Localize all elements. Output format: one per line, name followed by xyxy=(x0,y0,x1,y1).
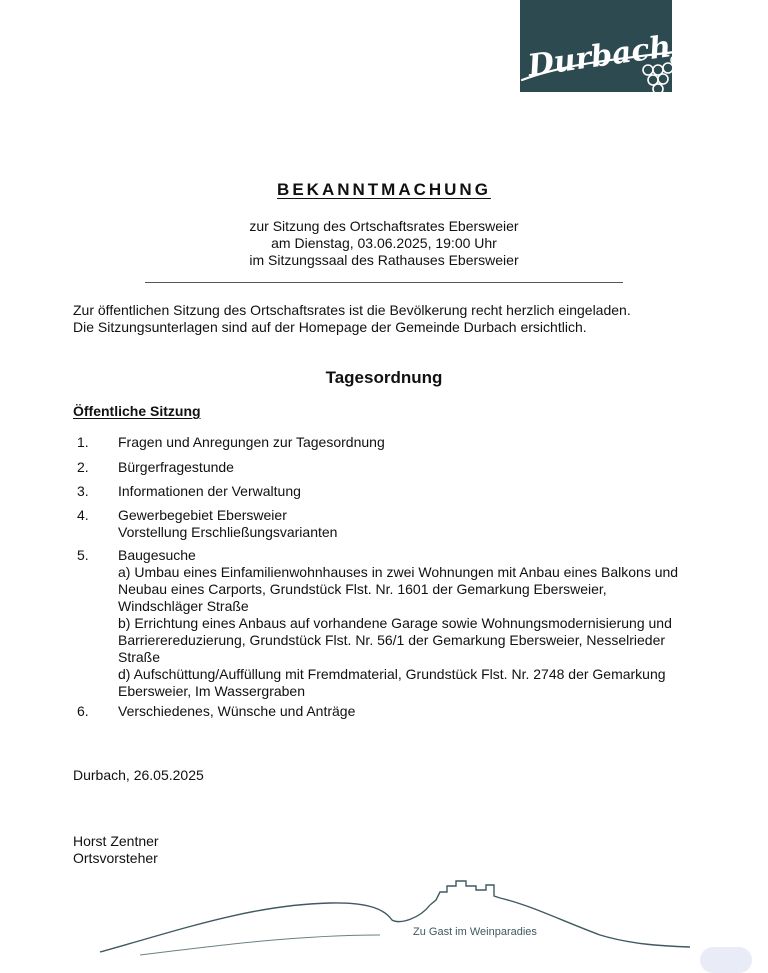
floating-action-button[interactable] xyxy=(700,947,752,973)
intro-line: Die Sitzungsunterlagen sind auf der Homepage der Gemeinde Durbach ersichtlich. xyxy=(73,319,587,335)
agenda-item-line: Fragen und Anregungen zur Tagesordnung xyxy=(118,434,385,450)
meeting-line: zur Sitzung des Ortschaftsrates Ebersweier xyxy=(249,218,519,234)
horizontal-divider xyxy=(145,282,623,283)
agenda-item-number: 1. xyxy=(77,434,89,450)
hill-line xyxy=(500,898,690,947)
signer-name: Horst Zentner xyxy=(73,833,159,849)
intro-text xyxy=(73,302,631,336)
agenda-item-number: 6. xyxy=(77,703,89,719)
agenda-item-number: 2. xyxy=(77,459,89,475)
agenda-item-line: a) Umbau eines Einfamilienwohnhauses in zwei Wohnungen mit Anbau eines Balkons und xyxy=(118,564,679,580)
document-title: BEKANNTMACHUNG xyxy=(277,180,491,199)
agenda-item-text xyxy=(118,459,234,476)
agenda-item-line: Ebersweier, Im Wassergraben xyxy=(118,683,305,699)
durbach-logo xyxy=(500,0,700,112)
agenda-item-number: 3. xyxy=(77,483,89,499)
agenda-item-line: Windschläger Straße xyxy=(118,598,249,614)
agenda-item-line: Gewerbegebiet Ebersweier xyxy=(118,507,287,523)
hill-line xyxy=(100,903,430,952)
agenda-item-text xyxy=(118,434,385,451)
agenda-item-number: 5. xyxy=(77,547,89,563)
footer-landscape-graphic xyxy=(0,860,768,960)
footer-slogan: Zu Gast im Weinparadies xyxy=(413,926,537,938)
hill-line xyxy=(140,935,380,955)
agenda-item-line: Vorstellung Erschließungsvarianten xyxy=(118,524,338,540)
place-date: Durbach, 26.05.2025 xyxy=(73,767,204,783)
agenda-item-line: Straße xyxy=(118,649,161,665)
agenda-item-line: Informationen der Verwaltung xyxy=(118,483,301,499)
agenda-item-text xyxy=(118,547,678,700)
meeting-details xyxy=(0,218,768,269)
agenda-item-line: Neubau eines Carports, Grundstück Flst. Nr. 1601 der Gemarkung Ebersweier, xyxy=(118,581,607,597)
meeting-line: im Sitzungssaal des Rathauses Ebersweier xyxy=(249,252,519,268)
logo-wordmark: Durbach xyxy=(525,29,674,84)
agenda-item-line: b) Errichtung eines Anbaus auf vorhandene Garage sowie Wohnungsmodernisierung und xyxy=(118,615,672,631)
agenda-item-line: Bürgerfragestunde xyxy=(118,459,234,475)
castle-silhouette-icon xyxy=(430,881,500,905)
section-heading: Öffentliche Sitzung xyxy=(73,403,201,419)
meeting-line: am Dienstag, 03.06.2025, 19:00 Uhr xyxy=(271,235,497,251)
agenda-item-text xyxy=(118,703,355,720)
signer-title: Ortsvorsteher xyxy=(73,850,158,866)
agenda-item-line: Barrierereduzierung, Grundstück Flst. Nr. 56/1 der Gemarkung Ebersweier, Nesselrieder xyxy=(118,632,666,648)
agenda-item-line: d) Aufschüttung/Auffüllung mit Fremdmaterial, Grundstück Flst. Nr. 2748 der Gemarkung xyxy=(118,666,666,682)
agenda-item-text xyxy=(118,483,301,500)
intro-line: Zur öffentlichen Sitzung des Ortschaftsrates ist die Bevölkerung recht herzlich eingeladen. xyxy=(73,302,631,318)
agenda-item-line: Verschiedenes, Wünsche und Anträge xyxy=(118,703,356,719)
agenda-item-line: Baugesuche xyxy=(118,547,196,563)
agenda-item-text xyxy=(118,507,337,541)
agenda-heading: Tagesordnung xyxy=(325,368,443,387)
agenda-item-number: 4. xyxy=(77,507,89,523)
